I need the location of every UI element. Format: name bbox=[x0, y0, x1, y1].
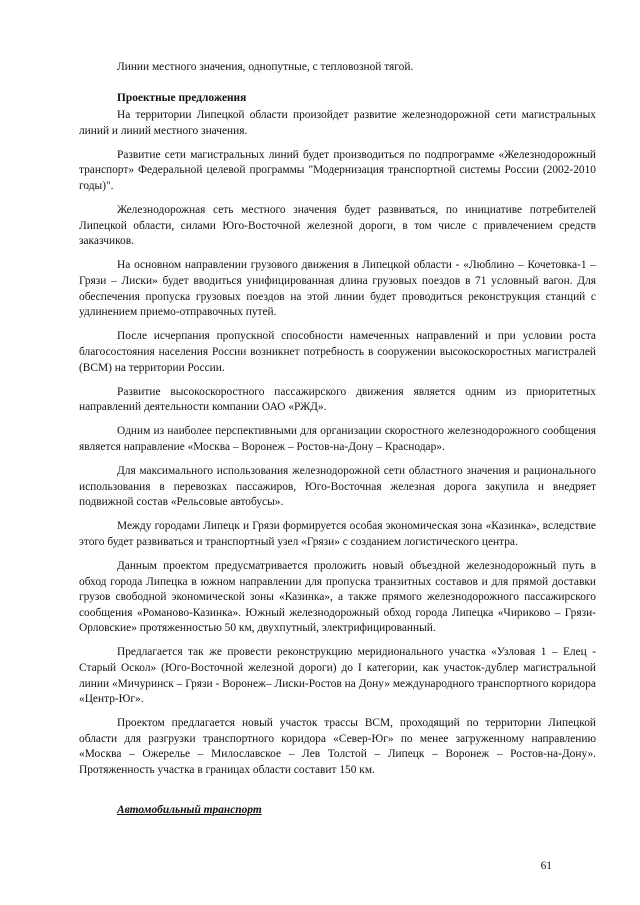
paragraph: Развитие сети магистральных линий будет производиться по подпрограмме «Железнодорожный транспорт» Федеральной целевой программы "Модернизация транспортной системы России (2002-2010 годы)". bbox=[79, 148, 596, 193]
page-content bbox=[79, 60, 596, 818]
intro-line: Линии местного значения, однопутные, с тепловозной тягой. bbox=[117, 61, 414, 73]
document-page bbox=[79, 0, 596, 905]
section-subheading: Автомобильный транспорт bbox=[117, 803, 262, 816]
paragraph: Железнодорожная сеть местного значения будет развиваться, по инициативе потребителей Липецкой области, силами Юго-Восточной железной дороги, в том числе с привлечением средств заказчиков. bbox=[79, 204, 596, 248]
paragraph: На территории Липецкой области произойдет развитие железнодорожной сети магистральных линий и линий местного значения. bbox=[79, 109, 596, 137]
paragraph: Между городами Липецк и Грязи формируется особая экономическая зона «Казинка», вследствие этого будет развиваться и транспортный узел «Грязи» с созданием логистического центра. bbox=[79, 520, 596, 548]
paragraph: Для максимального использования железнодорожной сети областного значения и рационального использования в перевозках пассажиров, Юго-Восточная железная дорога закупила и внедряет подвижной состав «Рельсовые автобусы». bbox=[79, 464, 596, 509]
paragraph: После исчерпания пропускной способности намеченных направлений и при условии роста благосостояния населения России возникнет потребность в сооружении высокоскоростных магистралей (ВСМ) на территории России. bbox=[79, 330, 596, 374]
paragraph: Данным проектом предусматривается проложить новый объездной железнодорожный путь в обход города Липецка в южном направлении для пропуска транзитных составов и для прямой доставки грузов свободной экономической зоны «Казинка», а также прямого железнодорожного пассажирского сообщения «Романово-Казинка». Южный железнодорожный обход города Липецка «Чириково – Грязи-Орловские» протяженностью 50 км, двухпутный, электрифицированный. bbox=[79, 559, 596, 635]
paragraph: Одним из наиболее перспективными для организации скоростного железнодорожного сообщения является направление «Москва – Воронеж – Ростов-на-Дону – Краснодар». bbox=[79, 425, 596, 453]
paragraph: Предлагается так же провести реконструкцию меридионального участка «Узловая 1 – Елец - Старый Оскол» (Юго-Восточной железной дороги) до I категории, как участок-дублер магистральной линии «Мичуринск – Грязи - Воронеж– Лиски-Ростов на Дону» международного транспортного коридора «Центр-Юг». bbox=[79, 646, 596, 706]
section-heading: Проектные предложения bbox=[117, 91, 247, 104]
paragraph: Проектом предлагается новый участок трассы ВСМ, проходящий по территории Липецкой области для разгрузки транспортного коридора «Север-Юг» по менее загруженному направлению «Москва – Ожерелье – Милославское – Лев Толстой – Липецк – Воронеж – Ростов-на-Дону». Протяженность участка в границах области составит 150 км. bbox=[79, 717, 596, 777]
page-number: 61 bbox=[540, 860, 552, 872]
paragraph: Развитие высокоскоростного пассажирского движения является одним из приоритетных направлений деятельности компании ОАО «РЖД». bbox=[79, 385, 596, 414]
paragraph: На основном направлении грузового движения в Липецкой области - «Люблино – Кочетовка-1 – Грязи – Лиски» будет вводиться унифицированная длина грузовых поездов в 71 условный вагон. Для обеспечения пропуска грузовых поездов на этой линии будет проводиться реконструкция станций с удлинением приемо-отправочных путей. bbox=[79, 259, 596, 319]
